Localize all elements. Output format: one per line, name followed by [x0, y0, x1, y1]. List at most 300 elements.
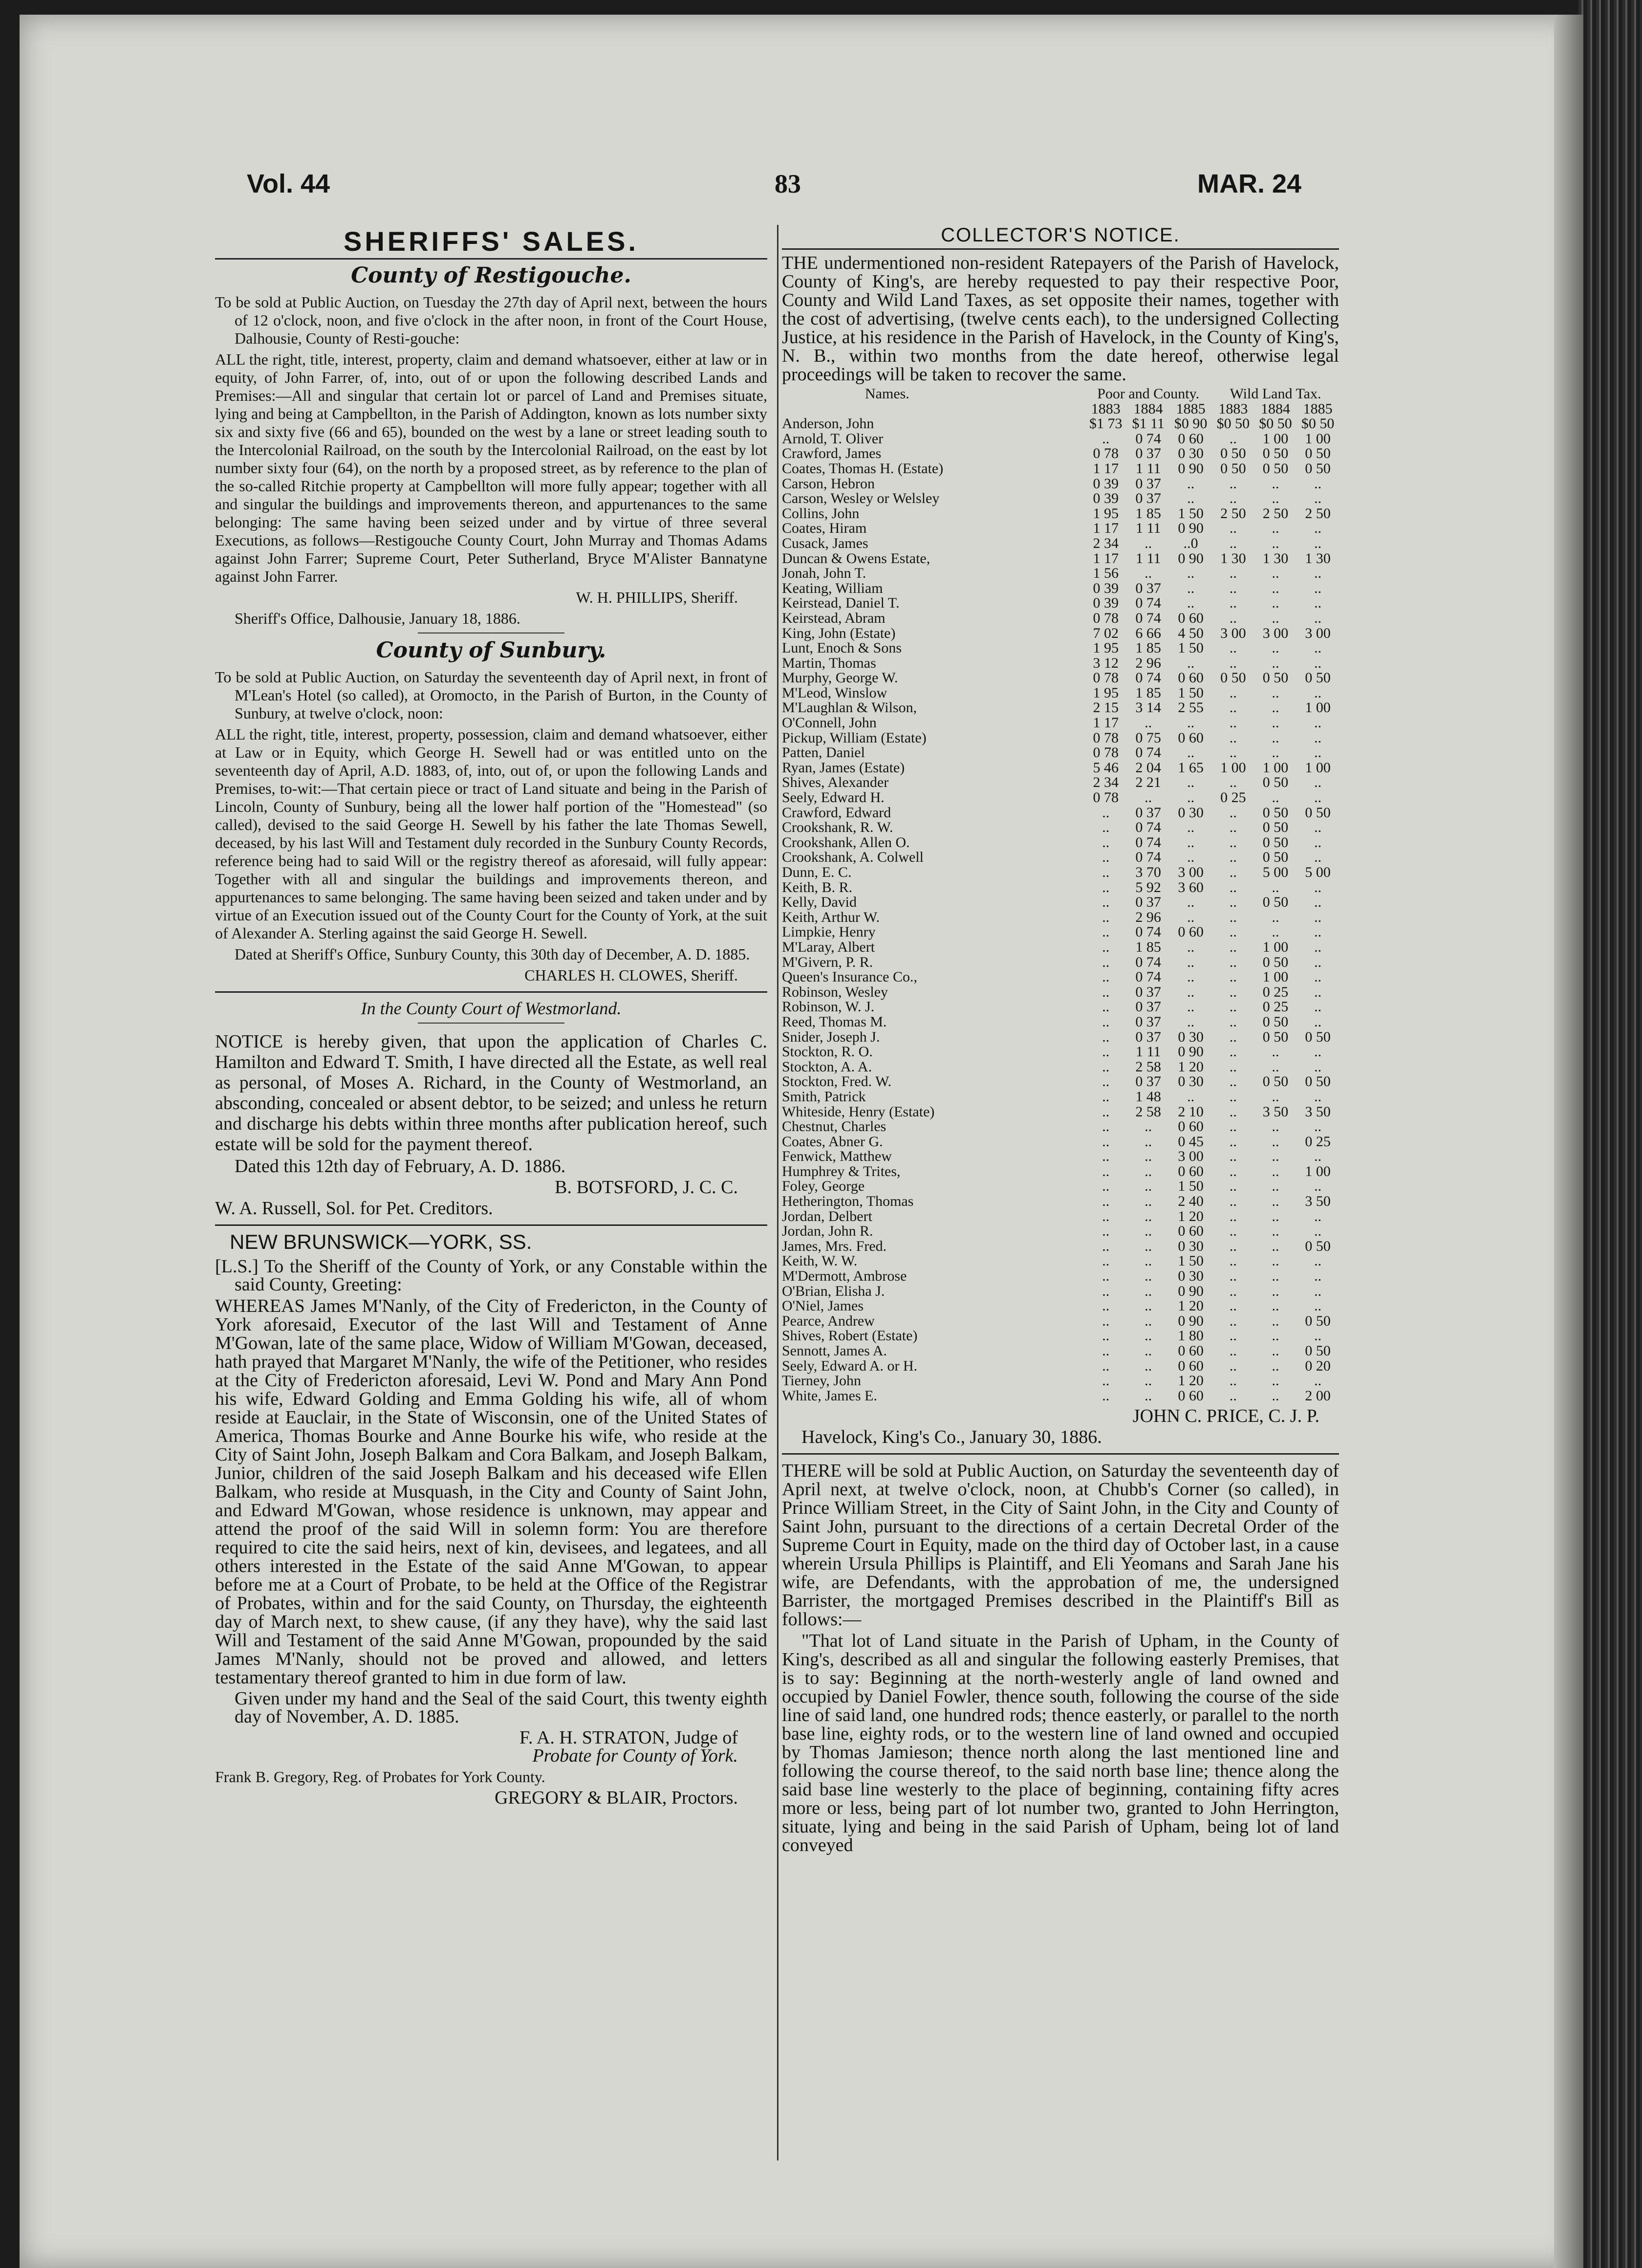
tax-amount: ..: [1314, 1328, 1322, 1344]
table-row: [782, 1015, 1339, 1030]
tax-amount: 0 50: [1262, 804, 1289, 821]
year-header: 1884: [1133, 400, 1163, 417]
tax-amount: ..: [1102, 1028, 1110, 1045]
tax-amount: ..: [1229, 1133, 1237, 1150]
tax-amount: ..: [1187, 595, 1195, 611]
tax-amount: ..: [1314, 894, 1322, 911]
restigouche-intro: To be sold at Public Auction, on Tuesday the 27th day of April next, between the hours of 12 o'clock, noon, and five o'clock in the after noon, in front of the Court House, Dalhousie, County of Resti-gouche:: [215, 293, 767, 347]
tax-amount: ..: [1145, 565, 1152, 582]
ratepayer-name: Queen's Insurance Co.,: [782, 969, 917, 985]
tax-amount: ..: [1314, 909, 1322, 925]
tax-amount: 0 50: [1262, 834, 1289, 850]
tax-amount: ..: [1229, 1328, 1237, 1344]
tax-amount: ..: [1102, 999, 1110, 1015]
table-row: [782, 1105, 1339, 1120]
tax-amount: ..: [1102, 849, 1110, 866]
tax-amount: 0 74: [1135, 430, 1161, 447]
tax-amount: ..: [1314, 1283, 1322, 1299]
westmorland-signature: B. BOTSFORD, J. C. C.: [555, 1177, 738, 1198]
table-row: [782, 1134, 1339, 1150]
tax-amount: ..: [1102, 1387, 1110, 1404]
tax-amount: ..: [1229, 1238, 1237, 1254]
tax-amount: ..: [1272, 1373, 1279, 1389]
westmorland-solicitor: W. A. Russell, Sol. for Pet. Creditors.: [215, 1198, 493, 1219]
tax-amount: ..: [1314, 1044, 1322, 1060]
tax-amount: ..: [1314, 654, 1322, 671]
table-row: [782, 686, 1339, 701]
binding-edge: [1578, 0, 1642, 2268]
tax-amount: ..: [1229, 879, 1237, 895]
tax-amount: ..: [1272, 490, 1279, 507]
tax-amount: ..: [1102, 909, 1110, 925]
tax-amount: ..: [1145, 1253, 1152, 1269]
tax-amount: ..: [1102, 1208, 1110, 1224]
tax-amount: 1 65: [1178, 759, 1204, 776]
tax-amount: ..: [1187, 819, 1195, 836]
ratepayer-name: Tierney, John: [782, 1373, 861, 1389]
ratepayer-name: Stockton, Fred. W.: [782, 1073, 892, 1090]
tax-amount: 1 95: [1093, 640, 1119, 656]
tax-amount: ..: [1314, 1253, 1322, 1269]
left-column: [215, 222, 767, 1810]
york-proctors: GREGORY & BLAIR, Proctors.: [495, 1788, 738, 1808]
year-header: 1883: [1218, 400, 1248, 417]
tax-amount: ..: [1229, 894, 1237, 911]
tax-amount: ..: [1272, 1044, 1279, 1060]
tax-amount: ..: [1314, 490, 1322, 507]
tax-amount: 5 00: [1262, 864, 1289, 880]
tax-amount: 1 20: [1178, 1298, 1204, 1314]
tax-amount: 0 60: [1178, 1357, 1204, 1374]
tax-amount: 2 50: [1262, 505, 1289, 522]
ratepayer-name: Snider, Joseph J.: [782, 1028, 880, 1045]
tax-amount: ..: [1314, 729, 1322, 746]
tax-amount: 0 90: [1178, 1044, 1204, 1060]
york-body: WHEREAS James M'Nanly, of the City of Fredericton, in the County of York aforesaid, Executor of the last Will and Testament of Anne M'Gowan, late of the same place, Widow of William M'Gowan, deceased, hath prayed that Margaret M'Nanly, the wife of the Petitioner, who resides at the City of Fredericton aforesaid, Levi W. Pond and Mary Ann Pond his wife, Edward Golding and Emma Golding his wife, all of whom reside at Eauclair, in the State of Wisconsin, one of the United States of America, Thomas Bourke and Anne Bourke his wife, who reside at the City of Saint John, Joseph Balkam and Cora Balkam, and Joseph Balkam, Junior, children of the said Joseph Balkam and his deceased wife Ellen Balkam, who reside at Musquash, in the City and County of Saint John, and Edward M'Gowan, whose residence is unknown, may appear and attend the proof of the said Will in solemn form: You are therefore required to cite the said heirs, next of kin, devisees, and legatees, and all others interested in the Estate of the said Anne M'Gowan, to appear before me at a Court of Probate, to be held at the Office of the Registrar of Probates, within and for the said County, on Thursday, the eighteenth day of March next, to shew cause, (if any they have), why the said last Will and Testament of the said Anne M'Gowan, propounded by the said James M'Nanly, should not be proved and allowed, and letters testamentary thereof granted to him in due form of law.: [215, 1296, 767, 1688]
tax-amount: 0 50: [1262, 894, 1289, 911]
tax-amount: 1 00: [1262, 969, 1289, 985]
names-header: Names.: [865, 386, 909, 402]
tax-amount: 0 78: [1093, 789, 1119, 806]
ratepayer-name: Coates, Thomas H. (Estate): [782, 460, 944, 477]
tax-amount: 1 17: [1093, 520, 1119, 537]
tax-amount: 0 50: [1262, 954, 1289, 970]
tax-amount: 0 30: [1178, 1268, 1204, 1285]
collectors-notice-intro: THE undermentioned non-resident Ratepayers of the Parish of Havelock, County of King's, are hereby requested to pay their respective Poor, County and Wild Land Taxes, as set opposite their names, together with the cost of advertising, (twelve cents each), to the undersigned Collecting Justice, at his residence in the Parish of Havelock, in the County of King's, N. B., within two months from the date hereof, otherwise legal proceedings will be taken to recover the same.: [782, 253, 1339, 385]
tax-amount: ..: [1314, 774, 1322, 791]
tax-amount: 0 60: [1178, 430, 1204, 447]
table-row: [782, 1164, 1339, 1179]
tax-amount: 0 25: [1220, 789, 1246, 806]
tax-amount: ..: [1102, 954, 1110, 970]
tax-amount: ..: [1145, 1163, 1152, 1179]
ratepayer-name: Crawford, James: [782, 445, 882, 462]
tax-amount: 0 78: [1093, 744, 1119, 761]
tax-amount: ..: [1187, 490, 1195, 507]
tax-amount: ..: [1229, 1028, 1237, 1045]
tax-amount: ..: [1314, 999, 1322, 1015]
tax-amount: 2 58: [1135, 1058, 1161, 1075]
tax-amount: 0 78: [1093, 610, 1119, 626]
tax-amount: 3 60: [1178, 879, 1204, 895]
table-row: [782, 820, 1339, 835]
tax-amount: ..: [1229, 1178, 1237, 1195]
divider: [418, 1023, 564, 1024]
table-row: [782, 491, 1339, 506]
tax-amount: 1 85: [1135, 505, 1161, 522]
york-registrar: Frank B. Gregory, Reg. of Probates for York County.: [215, 1768, 545, 1786]
tax-amount: 3 50: [1305, 1193, 1331, 1210]
tax-amount: ..: [1145, 1387, 1152, 1404]
tax-amount: 5 92: [1135, 879, 1161, 895]
tax-amount: 0 30: [1178, 1028, 1204, 1045]
tax-amount: 2 50: [1220, 505, 1246, 522]
table-row: [782, 775, 1339, 790]
tax-amount: 1 95: [1093, 505, 1119, 522]
ratepayer-name: Keith, W. W.: [782, 1253, 858, 1269]
year-header: 1883: [1091, 400, 1121, 417]
table-row: [782, 1314, 1339, 1329]
ratepayer-name: Keith, B. R.: [782, 879, 853, 895]
tax-amount: ..: [1272, 1193, 1279, 1210]
tax-amount: ..: [1187, 1088, 1195, 1105]
tax-amount: ..: [1314, 715, 1322, 731]
tax-amount: 0 78: [1093, 729, 1119, 746]
table-row: [782, 925, 1339, 940]
tax-amount: ..: [1229, 1148, 1237, 1165]
tax-amount: 0 50: [1262, 849, 1289, 866]
right-column: [782, 222, 1339, 1857]
tax-amount: 0 45: [1178, 1133, 1204, 1150]
tax-amount: ..: [1229, 565, 1237, 582]
tax-amount: ..: [1145, 1268, 1152, 1285]
ratepayer-name: Foley, George: [782, 1178, 865, 1195]
tax-amount: ..: [1102, 1343, 1110, 1359]
ratepayer-name: Coates, Hiram: [782, 520, 867, 537]
ratepayer-name: Lunt, Enoch & Sons: [782, 640, 902, 656]
ratepayers-table-body: [782, 416, 1339, 1403]
tax-amount: ..: [1102, 1013, 1110, 1030]
ratepayer-name: Ryan, James (Estate): [782, 759, 905, 776]
tax-amount: 0 30: [1178, 804, 1204, 821]
tax-amount: ..: [1229, 1298, 1237, 1314]
tax-amount: ..: [1272, 684, 1279, 701]
collectors-notice-title: COLLECTOR'S NOTICE.: [941, 224, 1180, 246]
tax-amount: 0 50: [1220, 460, 1246, 477]
tax-amount: ..: [1229, 864, 1237, 880]
tax-amount: 2 50: [1305, 505, 1331, 522]
tax-amount: ..: [1187, 789, 1195, 806]
tax-amount: ..: [1272, 909, 1279, 925]
tax-amount: ..: [1229, 1343, 1237, 1359]
table-row: [782, 835, 1339, 850]
restigouche-body: ALL the right, title, interest, property, claim and demand whatsoever, either at law or in equity, of John Farrer, of, into, out of or upon the following described Lands and Premises:—All and singular that certain lot or parcel of Land and Premises situate, lying and being at Campbellton, in the Parish of Addington, known as lots number sixty six and sixty five (66 and 65), bounded on the west by a lane or street leading south to the Intercolonial Railroad, on the south by the Intercolonial Railroad, on the east by lot number sixty four (64), on the north by a proposed street, as by reference to the plan of the so-called Ritchie property at Campbellton will more fully appear; together with all and singular the buildings and improvements thereon, and appurtenances to the same belonging: The same having been seized under and by virtue of three several Executions, as follows—Restigouche County Court, John Murray and Thomas Adams against John Farrer; Supreme Court, Peter Sutherland, Bryce M'Alister Bannatyne against John Farrer.: [215, 350, 767, 585]
ratepayer-name: Keirstead, Daniel T.: [782, 595, 900, 611]
table-row: [782, 1194, 1339, 1209]
tax-amount: ..: [1314, 879, 1322, 895]
tax-amount: ..: [1272, 565, 1279, 582]
tax-amount: ..: [1102, 1058, 1110, 1075]
tax-amount: ..: [1272, 879, 1279, 895]
tax-amount: 1 20: [1178, 1058, 1204, 1075]
tax-amount: 0 74: [1135, 849, 1161, 866]
ratepayer-name: M'Dermott, Ambrose: [782, 1268, 907, 1285]
tax-amount: 0 37: [1135, 445, 1161, 462]
ratepayer-name: Martin, Thomas: [782, 654, 876, 671]
tax-amount: 2 00: [1305, 1387, 1331, 1404]
tax-amount: 0 60: [1178, 729, 1204, 746]
tax-amount: ..: [1229, 699, 1237, 716]
tax-amount: 1 00: [1305, 1163, 1331, 1179]
tax-amount: 1 50: [1178, 684, 1204, 701]
tax-amount: 0 60: [1178, 924, 1204, 940]
ratepayer-name: Stockton, R. O.: [782, 1044, 873, 1060]
auction-property-description: "That lot of Land situate in the Parish of Upham, in the County of King's, described as all and singular the following easterly Premises, that is to say: Beginning at the north-westerly angle of land owned and occupied by Daniel Fowler, thence south, following the course of the side line of said land, one hundred rods; thence easterly, or parallel to the north base line, eighty rods, or to the western line of land owned and occupied by Thomas Jamieson; thence north along the last mentioned line and following the course thereof, to the said north base line; thence along the said base line westerly to the place of beginning, containing fifty acres more or less, being part of lot number two, granted to John Herrington, situate, lying and being in the said Parish of Upham, being lot of land conveyed: [782, 1631, 1339, 1856]
tax-amount: 0 50: [1305, 460, 1331, 477]
tax-amount: ..: [1272, 1088, 1279, 1105]
tax-amount: 2 55: [1178, 699, 1204, 716]
ratepayer-name: Cusack, James: [782, 535, 868, 551]
tax-amount: 1 00: [1305, 759, 1331, 776]
tax-amount: 1 20: [1178, 1208, 1204, 1224]
tax-amount: ..: [1229, 1088, 1237, 1105]
tax-amount: ..: [1102, 804, 1110, 821]
table-row: [782, 1209, 1339, 1224]
tax-amount: ..: [1314, 849, 1322, 866]
tax-amount: ..: [1272, 1118, 1279, 1135]
tax-amount: 0 37: [1135, 580, 1161, 596]
tax-amount: 7 02: [1093, 625, 1119, 641]
tax-amount: ..: [1229, 1044, 1237, 1060]
table-row: [782, 1119, 1339, 1134]
tax-amount: ..: [1272, 789, 1279, 806]
table-row: [782, 1359, 1339, 1374]
table-row: [782, 700, 1339, 716]
ratepayer-name: Seely, Edward H.: [782, 789, 885, 806]
ratepayer-name: Crawford, Edward: [782, 804, 891, 821]
sheriffs-sales-title: SHERIFFS' SALES.: [343, 226, 639, 257]
tax-amount: ..: [1187, 565, 1195, 582]
tax-amount: ..: [1314, 924, 1322, 940]
table-row: [782, 806, 1339, 821]
tax-amount: ..: [1229, 834, 1237, 850]
tax-amount: $1 11: [1132, 415, 1165, 432]
table-row: [782, 446, 1339, 461]
tax-amount: ..: [1102, 894, 1110, 911]
tax-amount: 0 30: [1178, 445, 1204, 462]
tax-amount: ..: [1145, 1328, 1152, 1344]
ratepayer-name: Sennott, James A.: [782, 1343, 887, 1359]
tax-amount: 1 95: [1093, 684, 1119, 701]
tax-amount: ..: [1145, 535, 1152, 551]
sunbury-signature: CHARLES H. CLOWES, Sheriff.: [524, 966, 738, 984]
tax-amount: ..: [1272, 1357, 1279, 1374]
tax-amount: 1 11: [1135, 1044, 1161, 1060]
tax-amount: 1 50: [1178, 505, 1204, 522]
tax-amount: ..: [1145, 1343, 1152, 1359]
ratepayer-name: Keith, Arthur W.: [782, 909, 880, 925]
tax-amount: 0 50: [1305, 1238, 1331, 1254]
tax-amount: ..: [1187, 999, 1195, 1015]
tax-amount: $0 50: [1259, 415, 1292, 432]
ratepayer-name: Stockton, A. A.: [782, 1058, 872, 1075]
tax-amount: $0 90: [1174, 415, 1208, 432]
tax-amount: ..: [1187, 744, 1195, 761]
ratepayers-table: [782, 387, 1339, 1403]
tax-amount: 2 40: [1178, 1193, 1204, 1210]
tax-amount: ..: [1229, 535, 1237, 551]
ratepayer-name: Kelly, David: [782, 894, 857, 911]
ratepayer-name: Limpkie, Henry: [782, 924, 876, 940]
tax-amount: 2 34: [1093, 535, 1119, 551]
tax-amount: ..: [1187, 969, 1195, 985]
tax-amount: ..: [1229, 819, 1237, 836]
volume-label: Vol. 44: [247, 169, 330, 198]
table-row: [782, 880, 1339, 895]
tax-amount: 0 30: [1178, 1238, 1204, 1254]
tax-amount: 1 50: [1178, 640, 1204, 656]
tax-amount: ..: [1272, 535, 1279, 551]
divider: [782, 248, 1339, 250]
tax-amount: 0 37: [1135, 999, 1161, 1015]
tax-amount: 0 90: [1178, 550, 1204, 567]
tax-amount: 0 50: [1262, 460, 1289, 477]
ratepayer-name: Patten, Daniel: [782, 744, 865, 761]
tax-amount: 0 37: [1135, 475, 1161, 492]
tax-amount: ..: [1272, 1223, 1279, 1240]
ratepayer-name: Hetherington, Thomas: [782, 1193, 914, 1210]
table-row: [782, 716, 1339, 731]
tax-amount: ..: [1272, 1238, 1279, 1254]
tax-amount: ..: [1314, 1118, 1322, 1135]
tax-amount: 0 90: [1178, 1283, 1204, 1299]
table-row: [782, 955, 1339, 970]
tax-amount: 1 11: [1135, 550, 1161, 567]
table-row: [782, 761, 1339, 776]
tax-amount: ..: [1102, 1253, 1110, 1269]
tax-amount: 0 60: [1178, 1223, 1204, 1240]
tax-amount: ..: [1272, 1163, 1279, 1179]
tax-amount: 3 00: [1220, 625, 1246, 641]
tax-amount: ..: [1145, 1357, 1152, 1374]
ratepayer-name: Crookshank, A. Colwell: [782, 849, 924, 866]
tax-amount: ..: [1145, 1208, 1152, 1224]
tax-amount: ..: [1229, 1357, 1237, 1374]
tax-amount: ..: [1229, 1208, 1237, 1224]
tax-amount: ..: [1187, 938, 1195, 955]
tax-amount: ..: [1102, 1088, 1110, 1105]
table-row: [782, 566, 1339, 581]
tax-amount: 0 20: [1305, 1357, 1331, 1374]
table-row: [782, 596, 1339, 611]
table-row: [782, 1239, 1339, 1254]
tax-amount: ..: [1102, 1148, 1110, 1165]
table-row: [782, 477, 1339, 492]
poor-county-header: Poor and County.: [1097, 386, 1200, 402]
page-number: 83: [775, 169, 801, 198]
tax-amount: ..: [1187, 894, 1195, 911]
tax-amount: 0 37: [1135, 1013, 1161, 1030]
table-row: [782, 985, 1339, 1000]
tax-amount: 0 50: [1262, 1073, 1289, 1090]
tax-amount: 0 50: [1262, 774, 1289, 791]
york-heading: NEW BRUNSWICK—YORK, SS.: [230, 1230, 532, 1253]
table-row: [782, 745, 1339, 761]
tax-amount: ..: [1187, 954, 1195, 970]
sunbury-body: ALL the right, title, interest, property, possession, claim and demand whatsoever, either at Law or in Equity, which George H. Sewell had or was entitled unto on the seventeenth day of April, A.D. 1883, of, into, out of, or upon the following Lands and Premises, to-wit:—That certain piece or tract of Land situate and being in the Parish of Lincoln, County of Sunbury, being all the lower half portion of the "Homestead" (so called), devised to the said George H. Sewell by his father the late Thomas Sewell, deceased, by his last Will and Testament duly recorded in the Sunbury County Records, reference being had to said Will or the registry thereof as aforesaid, will fully appear: Together with all and singular the buildings and improvements thereon, and appurtenances to same belonging. The same having been seized and taken under and by virtue of an Execution issued out of the County Court for the County of York, at the suit of Alexander A. Sterling against the said George H. Sewell.: [215, 725, 767, 942]
tax-amount: ..: [1145, 1118, 1152, 1135]
tax-amount: ..: [1314, 1373, 1322, 1389]
tax-amount: ..: [1102, 1268, 1110, 1285]
ratepayer-name: Crookshank, R. W.: [782, 819, 893, 836]
tax-amount: ..: [1102, 1133, 1110, 1150]
tax-amount: ..: [1229, 715, 1237, 731]
sunbury-intro: To be sold at Public Auction, on Saturday the seventeenth day of April next, in front of M'Lean's Hotel (so called), at Oromocto, in the Parish of Burton, in the County of Sunbury, at twelve o'clock, noon:: [215, 668, 767, 722]
table-row: [782, 1329, 1339, 1344]
tax-amount: ..: [1229, 909, 1237, 925]
tax-amount: 1 00: [1305, 699, 1331, 716]
table-row: [782, 970, 1339, 985]
ratepayer-name: O'Connell, John: [782, 715, 877, 731]
tax-amount: ..: [1229, 849, 1237, 866]
tax-amount: ..: [1145, 715, 1152, 731]
sunbury-heading: County of Sunbury.: [376, 638, 606, 663]
tax-amount: 1 85: [1135, 640, 1161, 656]
tax-amount: 0 74: [1135, 744, 1161, 761]
tax-amount: 0 50: [1305, 1343, 1331, 1359]
tax-amount: 0 50: [1305, 670, 1331, 686]
tax-amount: ..: [1229, 1193, 1237, 1210]
tax-amount: ..: [1314, 520, 1322, 537]
tax-amount: 2 10: [1178, 1103, 1204, 1120]
tax-amount: ..: [1229, 1268, 1237, 1285]
ratepayer-name: Reed, Thomas M.: [782, 1013, 887, 1030]
tax-amount: ..: [1102, 1103, 1110, 1120]
tax-amount: ..: [1187, 580, 1195, 596]
table-row: [782, 581, 1339, 596]
tax-amount: ..: [1314, 1058, 1322, 1075]
tax-amount: ..: [1272, 924, 1279, 940]
table-row: [782, 1299, 1339, 1314]
tax-amount: ..: [1229, 729, 1237, 746]
tax-amount: 1 17: [1093, 460, 1119, 477]
tax-amount: 1 50: [1178, 1253, 1204, 1269]
table-row: [782, 1344, 1339, 1359]
page-gutter: [1554, 15, 1583, 2268]
tax-amount: ..: [1102, 1283, 1110, 1299]
tax-amount: 0 90: [1178, 460, 1204, 477]
tax-amount: ..: [1272, 610, 1279, 626]
tax-amount: 1 00: [1220, 759, 1246, 776]
tax-amount: ..: [1272, 1328, 1279, 1344]
tax-amount: 0 60: [1178, 670, 1204, 686]
restigouche-office: Sheriff's Office, Dalhousie, January 18, 1886.: [235, 610, 520, 627]
ratepayer-name: King, John (Estate): [782, 625, 896, 641]
table-row: [782, 551, 1339, 567]
york-judge-line-1: F. A. H. STRATON, Judge of: [519, 1727, 738, 1748]
tax-amount: 0 75: [1135, 729, 1161, 746]
ratepayer-name: Crookshank, Allen O.: [782, 834, 910, 850]
table-row: [782, 506, 1339, 522]
ratepayer-name: Arnold, T. Oliver: [782, 430, 884, 447]
ratepayer-name: Seely, Edward A. or H.: [782, 1357, 918, 1374]
tax-amount: ..: [1187, 909, 1195, 925]
tax-amount: 0 37: [1135, 490, 1161, 507]
ratepayer-name: Pickup, William (Estate): [782, 729, 927, 746]
tax-amount: 3 00: [1178, 864, 1204, 880]
table-row: [782, 940, 1339, 955]
tax-amount: ..: [1229, 1253, 1237, 1269]
